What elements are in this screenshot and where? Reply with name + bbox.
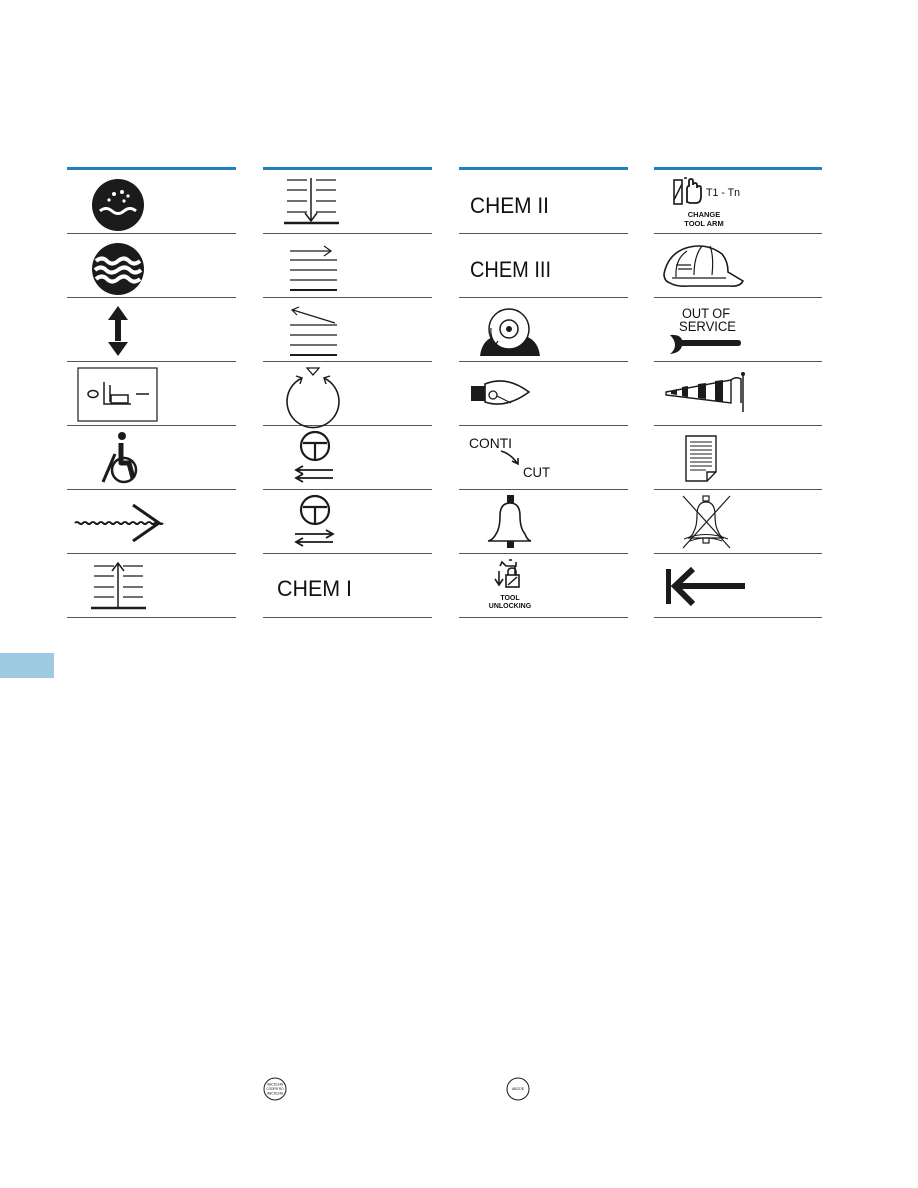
symbol-cell [263, 234, 432, 298]
windsock-icon [654, 362, 822, 425]
symbol-column-1 [67, 167, 236, 618]
arrow-up-through-lines-icon [67, 554, 236, 617]
spindle-right-left-arrows-icon [263, 490, 432, 553]
symbol-cell [67, 426, 236, 490]
symbol-cell [654, 234, 822, 298]
symbol-cell [459, 426, 628, 490]
bell-crossed-icon [654, 490, 822, 553]
chem-text-icon [263, 554, 432, 617]
chem-text-icon [459, 234, 628, 297]
chem-label: CHEM I [277, 576, 352, 601]
symbol-column-3 [459, 167, 628, 618]
arrow-down-through-lines-icon [263, 170, 432, 233]
side-tab [0, 653, 54, 678]
symbol-cell [263, 362, 432, 426]
service-label: SERVICE [679, 319, 736, 334]
sprinkle-water-icon [67, 170, 236, 233]
symbol-cell [263, 298, 432, 362]
waves-icon [67, 234, 236, 297]
symbol-column-2 [263, 167, 432, 618]
symbol-cell [67, 170, 236, 234]
out-of-label: OUT OF [682, 306, 730, 321]
symbol-cell [459, 490, 628, 554]
symbol-cell [67, 234, 236, 298]
chuck-on-base-icon [459, 298, 628, 361]
symbol-column-4 [654, 167, 822, 618]
symbol-cell [654, 554, 822, 618]
continuous-cut-icon [459, 426, 628, 489]
arrow-right-over-lines-icon [263, 234, 432, 297]
symbol-cell [459, 362, 628, 426]
arrow-left-bar-icon [654, 554, 822, 617]
out-of-service-icon [654, 298, 822, 361]
symbol-cell [459, 170, 628, 234]
tool-caption: TOOL [500, 595, 520, 602]
conti-label: CONTI [469, 435, 512, 451]
chem-text-icon [459, 170, 628, 233]
symbol-cell [263, 170, 432, 234]
symbol-cell [654, 362, 822, 426]
seal-line-1: ABCDE [511, 1087, 525, 1092]
symbol-cell [654, 170, 822, 234]
seal-line-2: CODRR RO [266, 1087, 284, 1091]
tool-arm-caption: TOOL ARM [684, 219, 724, 228]
bell-icon [459, 490, 628, 553]
arrow-left-over-lines-icon [263, 298, 432, 361]
change-tool-arm-icon [654, 170, 822, 233]
t1-tn-label: T1 - Tn [706, 187, 740, 199]
seal-line-3: ABCD1148 [267, 1091, 283, 1096]
seal-stamp-small-icon [506, 1077, 530, 1101]
wavy-arrow-right-icon [67, 490, 236, 553]
tool-unlocking-icon [459, 554, 628, 617]
symbol-cell [459, 298, 628, 362]
symbol-cell [459, 234, 628, 298]
change-caption: CHANGE [687, 210, 721, 219]
fire-helmet-icon [654, 234, 822, 297]
symbol-cell [263, 554, 432, 618]
cut-label: CUT [523, 464, 551, 480]
unlocking-caption: UNLOCKING [488, 603, 532, 610]
circle-rotate-arrows-icon [263, 362, 432, 425]
spindle-left-arrows-icon [263, 426, 432, 489]
symbol-cell [67, 362, 236, 426]
seal-stamp-icon [263, 1077, 287, 1101]
wheelchair-icon [67, 426, 236, 489]
symbol-cell [654, 298, 822, 362]
tool-tip-icon [459, 362, 628, 425]
chem-label: CHEM III [470, 257, 551, 282]
symbol-cell [263, 490, 432, 554]
seal-line-1: ABCD1148 [267, 1082, 283, 1087]
symbol-cell [654, 426, 822, 490]
symbol-cell [654, 490, 822, 554]
symbol-cell [459, 554, 628, 618]
double-arrow-vertical-icon [67, 298, 236, 361]
symbol-cell [67, 554, 236, 618]
chem-label: CHEM II [470, 193, 549, 218]
symbol-cell [263, 426, 432, 490]
tool-position-box-icon [67, 362, 236, 425]
symbol-cell [67, 490, 236, 554]
document-page-icon [654, 426, 822, 489]
symbol-cell [67, 298, 236, 362]
